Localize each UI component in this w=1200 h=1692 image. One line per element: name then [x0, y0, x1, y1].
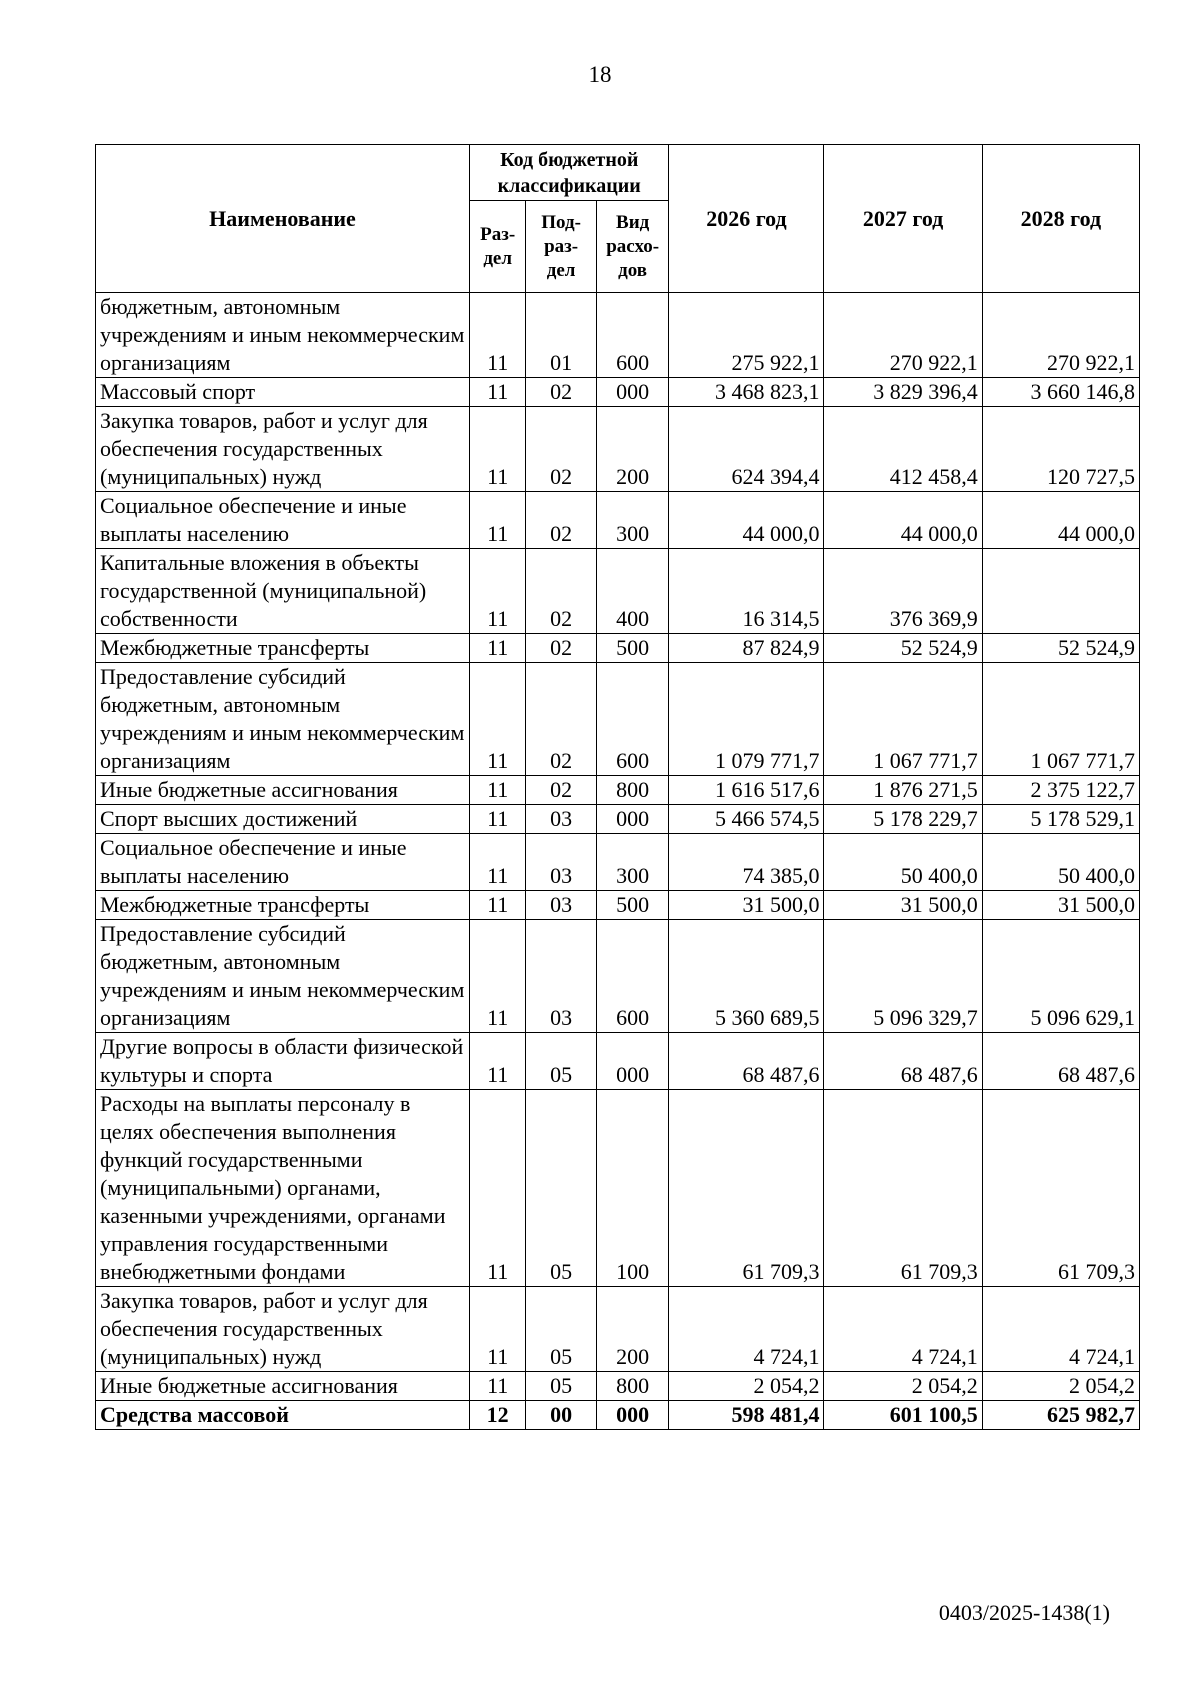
row-value-2027: 5 096 329,7 — [824, 920, 982, 1033]
row-subsection: 03 — [526, 920, 596, 1033]
row-value-2026: 74 385,0 — [669, 834, 824, 891]
row-value-2026: 16 314,5 — [669, 549, 824, 634]
row-subsection: 00 — [526, 1401, 596, 1430]
row-subsection: 02 — [526, 634, 596, 663]
row-value-2026: 1 079 771,7 — [669, 663, 824, 776]
row-value-2027: 1 876 271,5 — [824, 776, 982, 805]
row-subsection: 02 — [526, 663, 596, 776]
row-value-2026: 5 360 689,5 — [669, 920, 824, 1033]
budget-table — [95, 144, 1140, 1430]
row-expense-type: 300 — [596, 834, 669, 891]
row-value-2026: 275 922,1 — [669, 293, 824, 378]
table-row — [96, 891, 1140, 920]
row-section: 11 — [470, 378, 526, 407]
row-value-2027: 31 500,0 — [824, 891, 982, 920]
row-expense-type: 800 — [596, 776, 669, 805]
row-value-2028: 2 375 122,7 — [982, 776, 1139, 805]
row-expense-type: 000 — [596, 1401, 669, 1430]
row-subsection: 02 — [526, 549, 596, 634]
row-subsection: 05 — [526, 1090, 596, 1287]
row-expense-type: 000 — [596, 1033, 669, 1090]
row-section: 11 — [470, 834, 526, 891]
row-value-2026: 87 824,9 — [669, 634, 824, 663]
row-section: 11 — [470, 549, 526, 634]
row-expense-type: 600 — [596, 293, 669, 378]
row-value-2026: 598 481,4 — [669, 1401, 824, 1430]
row-section: 11 — [470, 634, 526, 663]
row-value-2027: 1 067 771,7 — [824, 663, 982, 776]
row-value-2026: 4 724,1 — [669, 1287, 824, 1372]
row-name: бюджетным, автономным учреждениям и иным некоммерческим организациям — [96, 293, 470, 378]
row-value-2027: 68 487,6 — [824, 1033, 982, 1090]
row-value-2028: 68 487,6 — [982, 1033, 1139, 1090]
table-row — [96, 920, 1140, 1033]
row-section: 11 — [470, 293, 526, 378]
row-subsection: 05 — [526, 1287, 596, 1372]
row-value-2026: 5 466 574,5 — [669, 805, 824, 834]
table-row — [96, 1287, 1140, 1372]
row-name: Расходы на выплаты персоналу в целях обеспечения выполнения функций государственными (муниципальными) органами, казенными учреждениями, органами управления государственными внебюджетными фондами — [96, 1090, 470, 1287]
row-section: 11 — [470, 805, 526, 834]
row-value-2028: 1 067 771,7 — [982, 663, 1139, 776]
row-value-2028: 44 000,0 — [982, 492, 1139, 549]
row-value-2028: 120 727,5 — [982, 407, 1139, 492]
row-expense-type: 200 — [596, 407, 669, 492]
header-year-2028: 2028 год — [982, 145, 1139, 293]
row-name: Средства массовой — [96, 1401, 470, 1430]
row-value-2028: 5 178 529,1 — [982, 805, 1139, 834]
table-row — [96, 1090, 1140, 1287]
row-expense-type: 500 — [596, 634, 669, 663]
row-value-2026: 44 000,0 — [669, 492, 824, 549]
row-subsection: 05 — [526, 1033, 596, 1090]
row-value-2028: 5 096 629,1 — [982, 920, 1139, 1033]
table-row — [96, 1033, 1140, 1090]
row-section: 11 — [470, 1033, 526, 1090]
row-expense-type: 600 — [596, 920, 669, 1033]
row-value-2028: 3 660 146,8 — [982, 378, 1139, 407]
row-value-2028: 2 054,2 — [982, 1372, 1139, 1401]
row-section: 11 — [470, 776, 526, 805]
row-subsection: 03 — [526, 891, 596, 920]
header-name: Наименование — [96, 145, 470, 293]
row-name: Межбюджетные трансферты — [96, 634, 470, 663]
row-name: Предоставление субсидий бюджетным, автономным учреждениям и иным некоммерческим организациям — [96, 920, 470, 1033]
table-row — [96, 663, 1140, 776]
row-section: 11 — [470, 920, 526, 1033]
row-value-2026: 2 054,2 — [669, 1372, 824, 1401]
row-value-2028: 31 500,0 — [982, 891, 1139, 920]
row-expense-type: 200 — [596, 1287, 669, 1372]
row-subsection: 02 — [526, 492, 596, 549]
row-value-2027: 44 000,0 — [824, 492, 982, 549]
row-value-2027: 601 100,5 — [824, 1401, 982, 1430]
row-value-2026: 61 709,3 — [669, 1090, 824, 1287]
row-value-2026: 3 468 823,1 — [669, 378, 824, 407]
document-code: 0403/2025-1438(1) — [938, 1600, 1110, 1625]
row-value-2027: 50 400,0 — [824, 834, 982, 891]
row-value-2027: 4 724,1 — [824, 1287, 982, 1372]
row-value-2027: 2 054,2 — [824, 1372, 982, 1401]
row-name: Иные бюджетные ассигнования — [96, 1372, 470, 1401]
row-value-2026: 1 616 517,6 — [669, 776, 824, 805]
row-subsection: 02 — [526, 776, 596, 805]
table-row — [96, 1401, 1140, 1430]
row-name: Социальное обеспечение и иные выплаты населению — [96, 834, 470, 891]
row-expense-type: 600 — [596, 663, 669, 776]
row-subsection: 01 — [526, 293, 596, 378]
row-expense-type: 400 — [596, 549, 669, 634]
header-year-2026: 2026 год — [669, 145, 824, 293]
table-body — [96, 293, 1140, 1430]
row-value-2028: 270 922,1 — [982, 293, 1139, 378]
table-row — [96, 293, 1140, 378]
row-value-2026: 624 394,4 — [669, 407, 824, 492]
table-row — [96, 492, 1140, 549]
table-row — [96, 378, 1140, 407]
row-value-2026: 68 487,6 — [669, 1033, 824, 1090]
row-value-2027: 270 922,1 — [824, 293, 982, 378]
row-value-2028: 52 524,9 — [982, 634, 1139, 663]
row-value-2027: 5 178 229,7 — [824, 805, 982, 834]
row-section: 11 — [470, 891, 526, 920]
row-expense-type: 100 — [596, 1090, 669, 1287]
row-name: Социальное обеспечение и иные выплаты населению — [96, 492, 470, 549]
table-row — [96, 805, 1140, 834]
row-subsection: 02 — [526, 378, 596, 407]
row-value-2026: 31 500,0 — [669, 891, 824, 920]
row-section: 11 — [470, 407, 526, 492]
header-code-group: Код бюджетной классификации — [470, 145, 669, 201]
row-value-2027: 52 524,9 — [824, 634, 982, 663]
row-subsection: 03 — [526, 805, 596, 834]
table-row — [96, 776, 1140, 805]
row-section: 12 — [470, 1401, 526, 1430]
row-section: 11 — [470, 1287, 526, 1372]
page-number: 18 — [588, 62, 612, 87]
row-value-2028: 4 724,1 — [982, 1287, 1139, 1372]
row-value-2028: 625 982,7 — [982, 1401, 1139, 1430]
row-section: 11 — [470, 492, 526, 549]
row-value-2028 — [982, 549, 1139, 634]
row-value-2028: 50 400,0 — [982, 834, 1139, 891]
table-row — [96, 1372, 1140, 1401]
table-row — [96, 407, 1140, 492]
row-subsection: 03 — [526, 834, 596, 891]
table-row — [96, 634, 1140, 663]
header-subsection: Под-раз-дел — [526, 201, 596, 293]
row-expense-type: 500 — [596, 891, 669, 920]
row-name: Иные бюджетные ассигнования — [96, 776, 470, 805]
row-name: Массовый спорт — [96, 378, 470, 407]
row-value-2027: 61 709,3 — [824, 1090, 982, 1287]
row-value-2027: 3 829 396,4 — [824, 378, 982, 407]
row-subsection: 02 — [526, 407, 596, 492]
row-expense-type: 000 — [596, 805, 669, 834]
table-row — [96, 834, 1140, 891]
row-expense-type: 300 — [596, 492, 669, 549]
row-section: 11 — [470, 663, 526, 776]
row-expense-type: 800 — [596, 1372, 669, 1401]
row-name: Закупка товаров, работ и услуг для обеспечения государственных (муниципальных) нужд — [96, 407, 470, 492]
row-value-2027: 376 369,9 — [824, 549, 982, 634]
row-name: Предоставление субсидий бюджетным, автономным учреждениям и иным некоммерческим организациям — [96, 663, 470, 776]
table-row — [96, 549, 1140, 634]
header-expense-type: Вид расхо-дов — [596, 201, 669, 293]
row-expense-type: 000 — [596, 378, 669, 407]
row-name: Межбюджетные трансферты — [96, 891, 470, 920]
row-section: 11 — [470, 1372, 526, 1401]
row-subsection: 05 — [526, 1372, 596, 1401]
row-name: Другие вопросы в области физической культуры и спорта — [96, 1033, 470, 1090]
row-name: Капитальные вложения в объекты государственной (муниципальной) собственности — [96, 549, 470, 634]
row-name: Закупка товаров, работ и услуг для обеспечения государственных (муниципальных) нужд — [96, 1287, 470, 1372]
row-name: Спорт высших достижений — [96, 805, 470, 834]
header-section: Раз-дел — [470, 201, 526, 293]
header-year-2027: 2027 год — [824, 145, 982, 293]
row-value-2028: 61 709,3 — [982, 1090, 1139, 1287]
row-value-2027: 412 458,4 — [824, 407, 982, 492]
row-section: 11 — [470, 1090, 526, 1287]
